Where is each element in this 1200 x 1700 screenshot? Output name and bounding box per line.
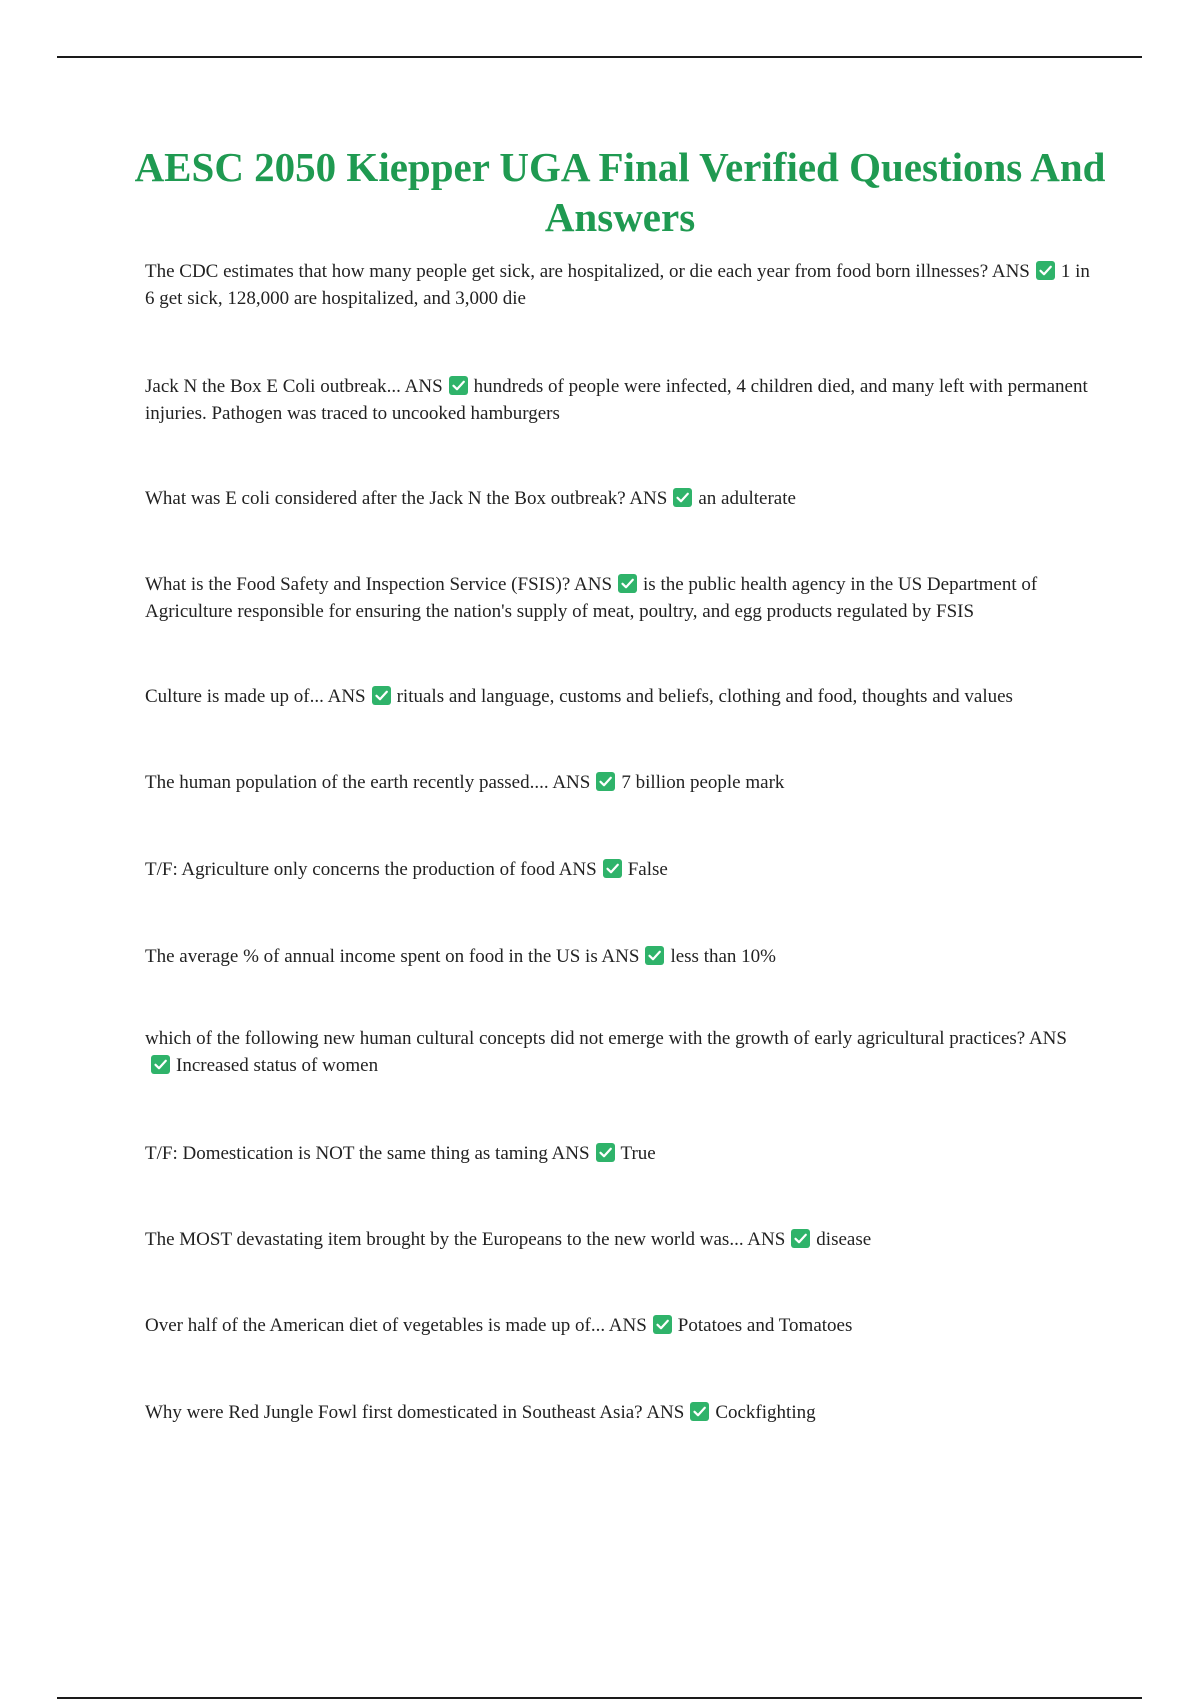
question-text: What was E coli considered after the Jack N the Box outbreak? [145,488,626,509]
ans-label: ANS [629,488,668,509]
question-text: The human population of the earth recently passed.... [145,772,549,793]
qa-item [145,769,1090,796]
qa-item [145,571,1090,625]
answer-text: Cockfighting [715,1402,816,1423]
question-text: The MOST devastating item brought by the Europeans to the new world was... [145,1229,744,1250]
question-text: T/F: Domestication is NOT the same thing as taming [145,1143,548,1164]
question-text: which of the following new human cultural concepts did not emerge with the growth of early agricultural practices? [145,1028,1026,1049]
question-text: Over half of the American diet of vegetables is made up of... [145,1315,606,1336]
answer-text: True [620,1143,656,1164]
green-checkmark-icon [372,686,391,705]
ans-label: ANS [551,1143,590,1164]
ans-label: ANS [558,859,597,880]
qa-item [145,1312,1090,1339]
green-checkmark-icon [791,1229,810,1248]
green-checkmark-icon [603,859,622,878]
question-text: The CDC estimates that how many people get sick, are hospitalized, or die each year from food born illnesses? [145,261,989,282]
qa-item [145,485,1090,512]
green-checkmark-icon [653,1315,672,1334]
qa-item [145,373,1090,427]
green-checkmark-icon [151,1055,170,1074]
ans-label: ANS [747,1229,786,1250]
qa-item [145,1399,1090,1426]
ans-label: ANS [574,574,613,595]
green-checkmark-icon [690,1402,709,1421]
answer-text: Potatoes and Tomatoes [677,1315,853,1336]
green-checkmark-icon [449,376,468,395]
answer-text: disease [816,1229,872,1250]
answer-text: less than 10% [670,946,776,967]
green-checkmark-icon [645,946,664,965]
question-text: Why were Red Jungle Fowl first domesticated in Southeast Asia? [145,1402,643,1423]
question-text: Culture is made up of... [145,686,324,707]
ans-label: ANS [404,376,443,397]
question-text: T/F: Agriculture only concerns the production of food [145,859,555,880]
answer-text: 7 billion people mark [621,772,785,793]
qa-item [145,258,1090,312]
question-text: What is the Food Safety and Inspection Service (FSIS)? [145,574,571,595]
answer-text: False [627,859,668,880]
answer-text: an adulterate [698,488,796,509]
question-text: The average % of annual income spent on food in the US is [145,946,598,967]
qa-item [145,856,1090,883]
answer-text: hundreds of people were infected, 4 children died, and many left with permanent injuries. Pathogen was traced to uncooked hamburgers [145,376,1088,424]
answer-text: is the public health agency in the US Department of Agriculture responsible for ensuring the nation's supply of meat, poultry, and egg products regulated by FSIS [145,574,1038,622]
green-checkmark-icon [596,772,615,791]
bottom-rule [57,1697,1142,1699]
ans-label: ANS [601,946,640,967]
question-text: Jack N the Box E Coli outbreak... [145,376,401,397]
answer-text: rituals and language, customs and beliefs, clothing and food, thoughts and values [396,686,1013,707]
qa-item [145,1140,1090,1167]
green-checkmark-icon [673,488,692,507]
ans-label: ANS [552,772,591,793]
green-checkmark-icon [618,574,637,593]
answer-text: 1 in 6 get sick, 128,000 are hospitalized, and 3,000 die [145,261,1090,309]
answer-text: Increased status of women [176,1055,379,1076]
green-checkmark-icon [1036,261,1055,280]
ans-label: ANS [1028,1028,1067,1049]
qa-item [145,1025,1090,1079]
qa-item [145,943,1090,970]
qa-item [145,1226,1090,1253]
qa-item [145,683,1090,710]
ans-label: ANS [646,1402,685,1423]
document-title: AESC 2050 Kiepper UGA Final Verified Questions And Answers [134,144,1106,240]
ans-label: ANS [991,261,1030,282]
ans-label: ANS [327,686,366,707]
top-rule [57,56,1142,58]
green-checkmark-icon [596,1143,615,1162]
ans-label: ANS [608,1315,647,1336]
